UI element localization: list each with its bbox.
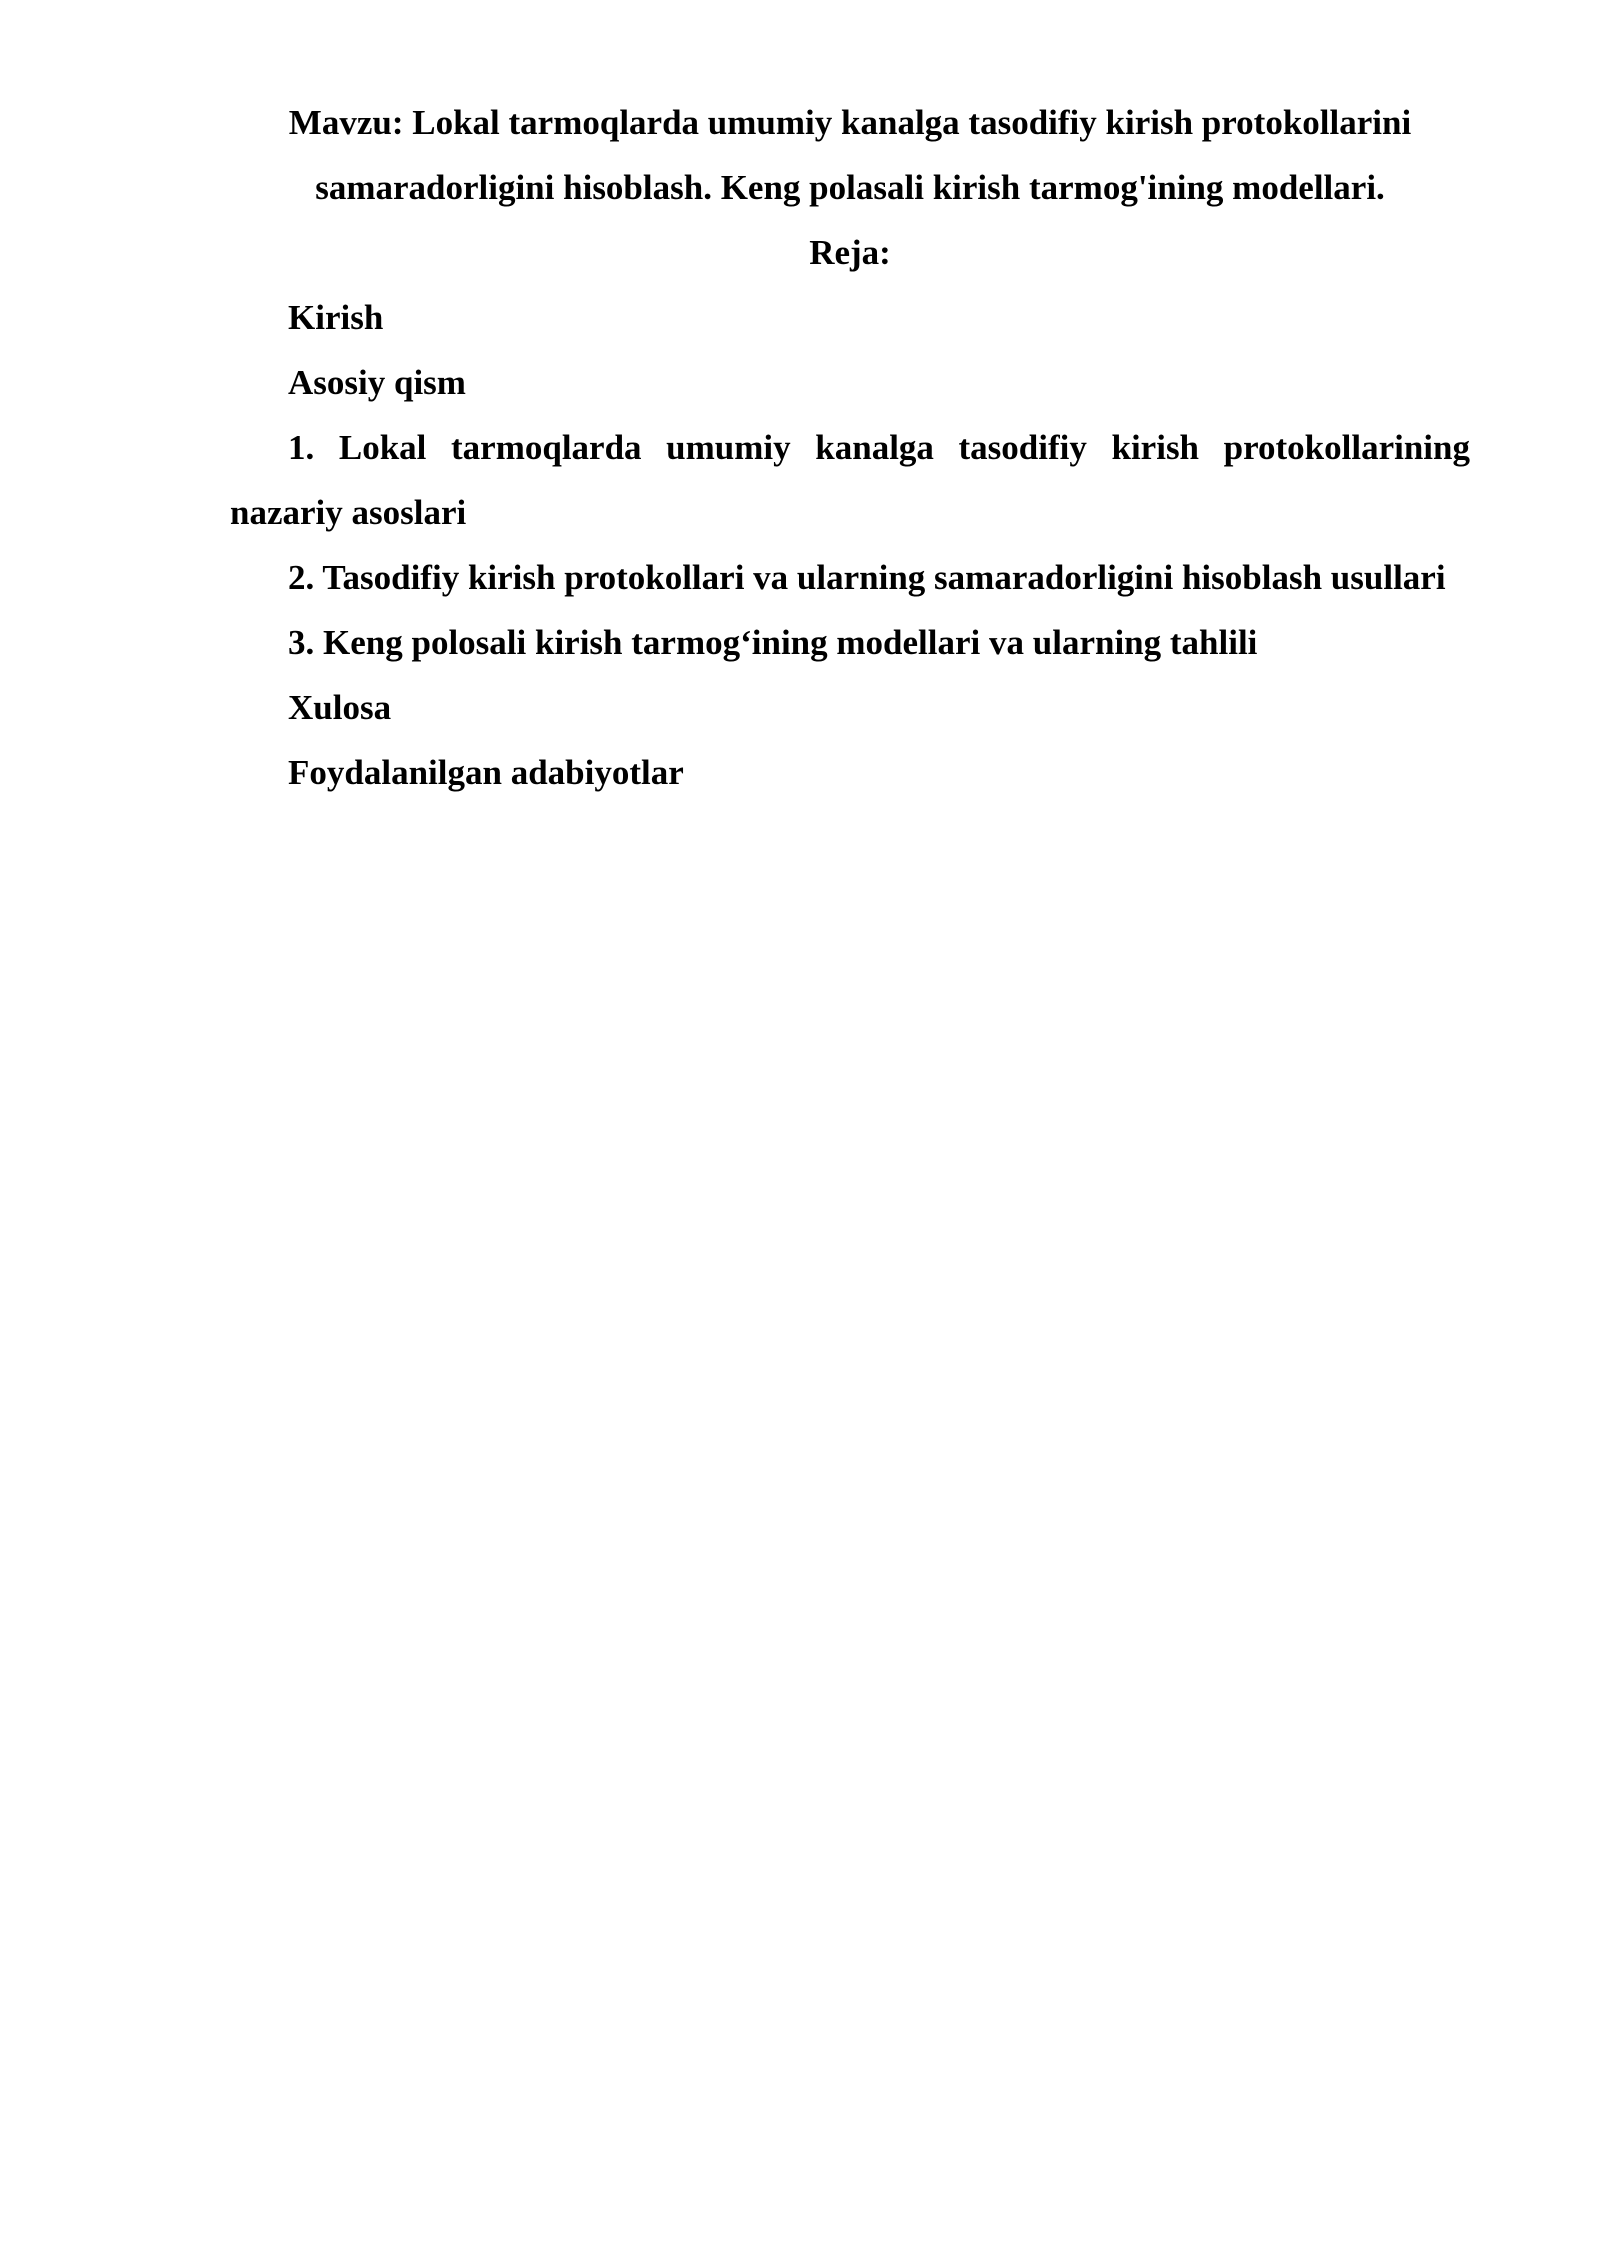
plan-item-conclusion: Xulosa [288, 688, 392, 727]
plan-item-main-part: Asosiy qism [288, 363, 466, 402]
plan-heading: Reja: [809, 233, 891, 272]
plan-item-2: 2. Tasodifiy kirish protokollari va ularning samaradorligini hisoblash usullari [288, 558, 1446, 597]
plan-item-1: 1. Lokal tarmoqlarda umumiy kanalga tasodifiy kirish protokollarining nazariy asoslari [230, 428, 1470, 532]
plan-item-introduction: Kirish [288, 298, 384, 337]
plan-item-3: 3. Keng polosali kirish tarmog‘ining modellari va ularning tahlili [288, 623, 1258, 662]
plan-item-references: Foydalanilgan adabiyotlar [288, 753, 684, 792]
document-content [230, 90, 1470, 805]
document-title: Mavzu: Lokal tarmoqlarda umumiy kanalga tasodifiy kirish protokollarini samaradorligini hisoblash. Keng polasali kirish tarmog'ining modellari. [288, 103, 1412, 207]
